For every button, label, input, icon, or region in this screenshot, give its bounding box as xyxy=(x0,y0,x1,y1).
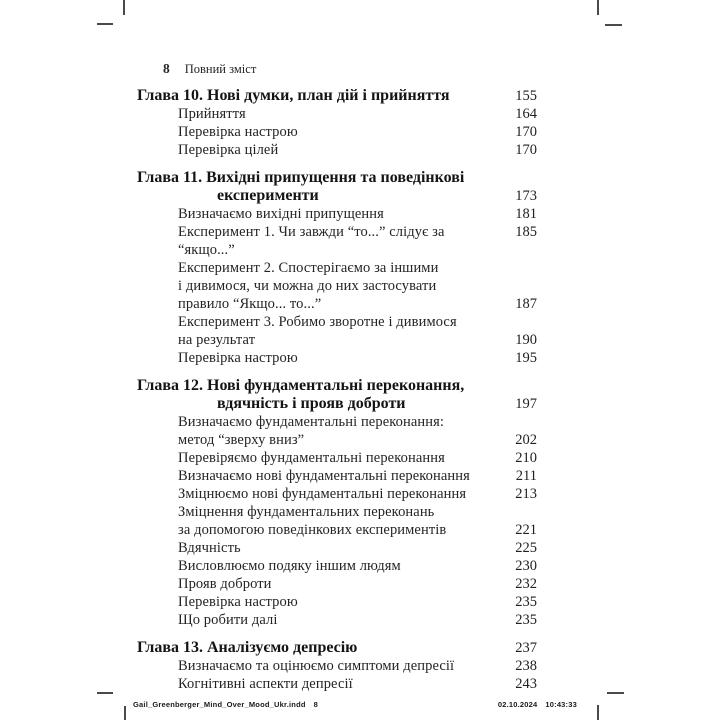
toc-entry-title: Зміцнення фундаментальних переконань xyxy=(178,504,435,520)
toc-item-line xyxy=(137,539,537,557)
running-head-title: Повний зміст xyxy=(184,62,257,76)
footer-slug-left xyxy=(133,700,318,709)
toc-entry-title: Прояв доброти xyxy=(178,576,272,592)
toc-entry-title: Перевірка настрою xyxy=(178,594,298,610)
toc-entry-title: Глава 11. Вихідні припущення та поведінкові xyxy=(137,169,465,186)
toc-chapter-title-line xyxy=(137,187,537,205)
toc-entry-title: і дивимося, чи можна до них застосувати xyxy=(178,278,437,294)
toc-item-line xyxy=(137,123,537,141)
toc-entry-title: на результат xyxy=(178,332,256,348)
toc-entry-page-number: 170 xyxy=(515,124,537,140)
toc-item-line xyxy=(137,331,537,349)
toc-item-line xyxy=(137,593,537,611)
toc-entry-title: експерименти xyxy=(217,187,319,204)
toc-item-line xyxy=(137,277,537,295)
toc-entry-title: Що робити далі xyxy=(178,612,278,628)
toc-item-line xyxy=(137,223,537,259)
running-head-page-number: 8 xyxy=(163,61,170,76)
toc-entry-title: Вдячність xyxy=(178,540,241,556)
footer-page-number: 8 xyxy=(313,700,319,709)
toc-entry-title: Перевірка настрою xyxy=(178,350,298,366)
crop-mark-top-left-horizontal xyxy=(97,23,113,25)
toc-chapter xyxy=(137,169,537,367)
toc-entry-page-number: 170 xyxy=(515,142,537,158)
toc-chapter xyxy=(137,377,537,629)
toc-item-line xyxy=(137,611,537,629)
crop-mark-top-right-horizontal xyxy=(605,24,622,26)
page-content xyxy=(137,61,537,693)
footer-filename: Gail_Greenberger_Mind_Over_Mood_Ukr.indd xyxy=(133,700,306,709)
toc-chapter-title-line xyxy=(137,395,537,413)
toc-chapter-title-line xyxy=(137,169,537,187)
toc-entry-title: Глава 10. Нові думки, план дій і прийняття xyxy=(137,87,450,104)
toc-entry-title: Зміцнюємо нові фундаментальні переконання xyxy=(178,486,467,502)
toc-entry-title: за допомогою поведінкових експериментів xyxy=(178,522,447,538)
toc-entry-title: Експеримент 1. Чи завжди “то...” слідує за “якщо...” xyxy=(178,224,445,258)
footer-slug-right xyxy=(498,700,577,709)
toc-entry-title: Когнітивні аспекти депресії xyxy=(178,676,353,692)
toc-entry-title: Перевіряємо фундаментальні переконання xyxy=(178,450,445,466)
toc-item-line xyxy=(137,431,537,449)
toc-item-line xyxy=(137,295,537,313)
toc-item-line xyxy=(137,413,537,431)
toc-entry-title: метод “зверху вниз” xyxy=(178,432,305,448)
toc-entry-page-number: 164 xyxy=(515,106,537,122)
toc-entry-page-number: 197 xyxy=(515,396,537,412)
toc-chapter-title-line xyxy=(137,377,537,395)
toc-item-line xyxy=(137,557,537,575)
toc-entry-title: правило “Якщо... то...” xyxy=(178,296,322,312)
toc-entry-page-number: 187 xyxy=(515,296,537,312)
toc-entry-page-number: 210 xyxy=(515,450,537,466)
toc-entry-title: Глава 13. Аналізуємо депресію xyxy=(137,639,358,656)
toc-item-line xyxy=(137,349,537,367)
toc-entry-title: Визначаємо фундаментальні переконання: xyxy=(178,414,444,430)
toc-entry-title: Визначаємо нові фундаментальні переконання xyxy=(178,468,470,484)
toc-item-line xyxy=(137,503,537,521)
toc-item-line xyxy=(137,657,537,675)
toc-entry-page-number: 195 xyxy=(515,350,537,366)
toc-entry-page-number: 232 xyxy=(515,576,537,592)
toc-item-line xyxy=(137,259,537,277)
toc-chapter-title-line xyxy=(137,87,537,105)
toc-item-line xyxy=(137,467,537,485)
toc-entry-title: Експеримент 2. Спостерігаємо за іншими xyxy=(178,260,439,276)
toc-item-line xyxy=(137,449,537,467)
toc-entry-title: Експеримент 3. Робимо зворотне і дивимося xyxy=(178,314,457,330)
toc-chapter-title-line xyxy=(137,639,537,657)
toc-entry-page-number: 235 xyxy=(515,594,537,610)
toc-entry-page-number: 173 xyxy=(515,188,537,204)
toc-entry-page-number: 221 xyxy=(515,522,537,538)
toc-item-line xyxy=(137,575,537,593)
toc-entry-title: Визначаємо вихідні припущення xyxy=(178,206,384,222)
toc-entry-title: Прийняття xyxy=(178,106,246,122)
toc-entry-page-number: 230 xyxy=(515,558,537,574)
toc-entry-page-number: 243 xyxy=(515,676,537,692)
toc-entry-title: вдячність і прояв доброти xyxy=(217,395,406,412)
toc-item-line xyxy=(137,485,537,503)
toc-entry-title: Визначаємо та оцінюємо симптоми депресії xyxy=(178,658,455,674)
toc-entry-title: Висловлюємо подяку іншим людям xyxy=(178,558,401,574)
crop-mark-top-left-vertical xyxy=(123,0,125,15)
footer-date: 02.10.2024 xyxy=(497,700,538,709)
toc-item-line xyxy=(137,313,537,331)
toc-entry-page-number: 155 xyxy=(515,88,537,104)
toc-item-line xyxy=(137,205,537,223)
toc-chapter xyxy=(137,87,537,159)
toc-entry-page-number: 235 xyxy=(515,612,537,628)
crop-mark-bottom-left-vertical xyxy=(124,706,126,720)
toc-item-line xyxy=(137,521,537,539)
toc-item-line xyxy=(137,141,537,159)
crop-mark-bottom-right-horizontal xyxy=(607,692,624,694)
toc-item-line xyxy=(137,105,537,123)
table-of-contents xyxy=(137,87,537,693)
toc-entry-title: Перевірка цілей xyxy=(178,142,279,158)
toc-entry-page-number: 202 xyxy=(515,432,537,448)
toc-item-line xyxy=(137,675,537,693)
toc-entry-page-number: 185 xyxy=(515,224,537,240)
toc-entry-page-number: 237 xyxy=(515,640,537,656)
toc-entry-page-number: 225 xyxy=(515,540,537,556)
toc-entry-page-number: 213 xyxy=(515,486,537,502)
running-head xyxy=(137,61,537,77)
crop-mark-top-right-vertical xyxy=(597,0,599,15)
toc-entry-page-number: 190 xyxy=(515,332,537,348)
toc-entry-title: Глава 12. Нові фундаментальні переконання, xyxy=(137,377,465,394)
toc-entry-page-number: 211 xyxy=(515,468,537,484)
toc-entry-title: Перевірка настрою xyxy=(178,124,298,140)
crop-mark-bottom-right-vertical xyxy=(597,705,599,720)
toc-chapter xyxy=(137,639,537,693)
crop-mark-bottom-left-horizontal xyxy=(97,692,113,694)
toc-entry-page-number: 181 xyxy=(515,206,537,222)
toc-entry-page-number: 238 xyxy=(515,658,537,674)
footer-time: 10:43:33 xyxy=(545,700,577,709)
